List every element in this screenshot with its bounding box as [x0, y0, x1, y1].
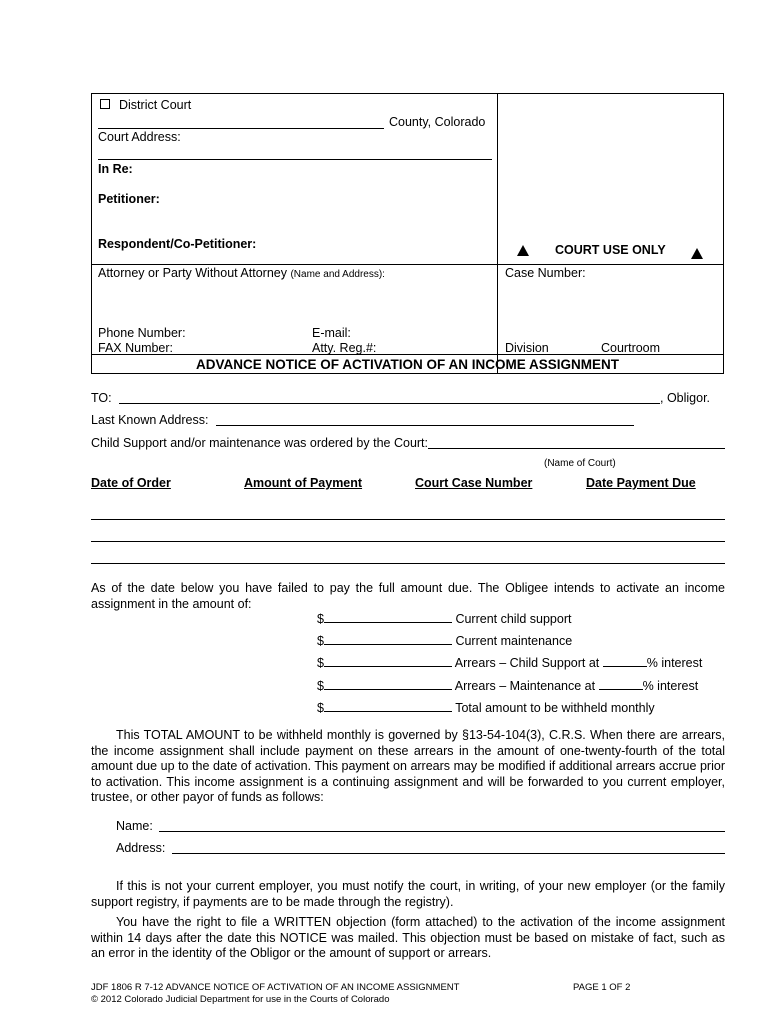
county-label: County, Colorado: [389, 115, 486, 129]
payor-name-label: Name:: [116, 819, 153, 833]
last-address-label: Last Known Address:: [91, 413, 209, 427]
to-label: TO:: [91, 391, 112, 405]
amount-label: Total amount to be withheld monthly: [455, 701, 655, 715]
objection-paragraph: You have the right to file a WRITTEN objection (form attached) to the activation of the income assignment within 14 days after the date this NOTICE was mailed. This objection must be based on mistake of fact, such as an error in the identity of the Obligor or the amount of support or arrears.: [91, 915, 725, 960]
amount-blank[interactable]: [324, 611, 452, 623]
amount-label: Current maintenance: [455, 634, 573, 648]
division-label: Division: [505, 341, 549, 355]
amount-row-maintenance: [317, 633, 572, 648]
table-row-line[interactable]: [91, 541, 725, 542]
amount-row-arrears-maintenance: [317, 678, 698, 693]
triangle-left-icon: [517, 245, 529, 256]
interest-blank[interactable]: [599, 678, 643, 690]
ordered-by-label: Child Support and/or maintenance was ordered by the Court:: [91, 436, 428, 450]
court-name-line[interactable]: [428, 448, 725, 449]
phone-label: Phone Number:: [98, 326, 186, 340]
header-date-of-order: Date of Order: [91, 476, 171, 490]
dollar-sign: $: [317, 679, 324, 693]
caption-row-divider: [91, 264, 724, 265]
dollar-sign: $: [317, 701, 324, 715]
interest-label: % interest: [646, 656, 703, 670]
payor-address-label: Address:: [116, 841, 166, 855]
amount-row-child-support: [317, 611, 571, 626]
amount-blank[interactable]: [324, 678, 452, 690]
case-number-label: Case Number:: [505, 266, 586, 280]
fax-label: FAX Number:: [98, 341, 174, 355]
obligor-label: , Obligor.: [660, 391, 711, 405]
name-of-court-note: (Name of Court): [544, 458, 616, 469]
total-amount-paragraph: This TOTAL AMOUNT to be withheld monthly is governed by §13-54-104(3), C.R.S. When there are arrears, the income assignment shall include payment on these arrears in the amount of one-twenty-fourth of the total amount due up to the date of activation. This payment on arrears may be modified if additional arrears accrue prior to activation. This income assignment is a continuing assignment and will be forwarded to you current employer, trustee, or other payor of funds as follows:: [91, 728, 725, 804]
employer-paragraph: If this is not your current employer, you must notify the court, in writing, of your new employer (or the family support registry, if payments are to be made through the registry).: [91, 879, 725, 909]
in-re-label: In Re:: [98, 162, 133, 176]
atty-reg-label: Atty. Reg.#:: [312, 341, 377, 355]
amount-label: Arrears – Child Support at: [454, 656, 600, 670]
header-court-case-number: Court Case Number: [415, 476, 533, 490]
amount-row-arrears-child: [317, 655, 702, 670]
amount-blank[interactable]: [324, 633, 452, 645]
interest-blank[interactable]: [603, 655, 647, 667]
footer-form-id: JDF 1806 R 7-12 ADVANCE NOTICE OF ACTIVATION OF AN INCOME ASSIGNMENT: [91, 982, 460, 993]
amount-label: Current child support: [455, 612, 572, 626]
payor-address-line[interactable]: [172, 853, 725, 854]
triangle-right-icon: [691, 248, 703, 259]
courtroom-label: Courtroom: [601, 341, 661, 355]
footer-copyright: © 2012 Colorado Judicial Department for use in the Courts of Colorado: [91, 994, 390, 1005]
intro-paragraph: As of the date below you have failed to pay the full amount due. The Obligee intends to activate an income assignment in the amount of:: [91, 581, 725, 611]
court-address-label: Court Address:: [98, 130, 181, 144]
dollar-sign: $: [317, 656, 324, 670]
court-use-only-label: COURT USE ONLY: [555, 243, 666, 257]
court-address-line[interactable]: [98, 159, 492, 160]
caption-divider: [497, 93, 498, 374]
amount-blank[interactable]: [324, 655, 452, 667]
header-date-payment-due: Date Payment Due: [586, 476, 696, 490]
district-court-checkbox[interactable]: [100, 99, 110, 109]
respondent-label: Respondent/Co-Petitioner:: [98, 237, 257, 251]
amount-row-total: [317, 700, 655, 715]
amount-blank[interactable]: [324, 700, 452, 712]
caption-box: [91, 93, 724, 374]
attorney-note: (Name and Address):: [290, 269, 385, 280]
payor-name-line[interactable]: [159, 831, 725, 832]
interest-label: % interest: [642, 679, 699, 693]
form-title: ADVANCE NOTICE OF ACTIVATION OF AN INCOME ASSIGNMENT: [196, 357, 619, 372]
attorney-label: [98, 266, 385, 280]
header-amount-of-payment: Amount of Payment: [244, 476, 363, 490]
attorney-text: Attorney or Party Without Attorney: [98, 266, 287, 280]
table-row-line[interactable]: [91, 563, 725, 564]
district-court-label: District Court: [119, 98, 192, 112]
last-address-line[interactable]: [216, 425, 634, 426]
footer-page-number: PAGE 1 OF 2: [573, 982, 631, 993]
email-label: E-mail:: [312, 326, 351, 340]
petitioner-label: Petitioner:: [98, 192, 160, 206]
table-row-line[interactable]: [91, 519, 725, 520]
dollar-sign: $: [317, 634, 324, 648]
obligor-name-line[interactable]: [119, 403, 660, 404]
dollar-sign: $: [317, 612, 324, 626]
amount-label: Arrears – Maintenance at: [454, 679, 596, 693]
county-line[interactable]: [98, 128, 384, 129]
